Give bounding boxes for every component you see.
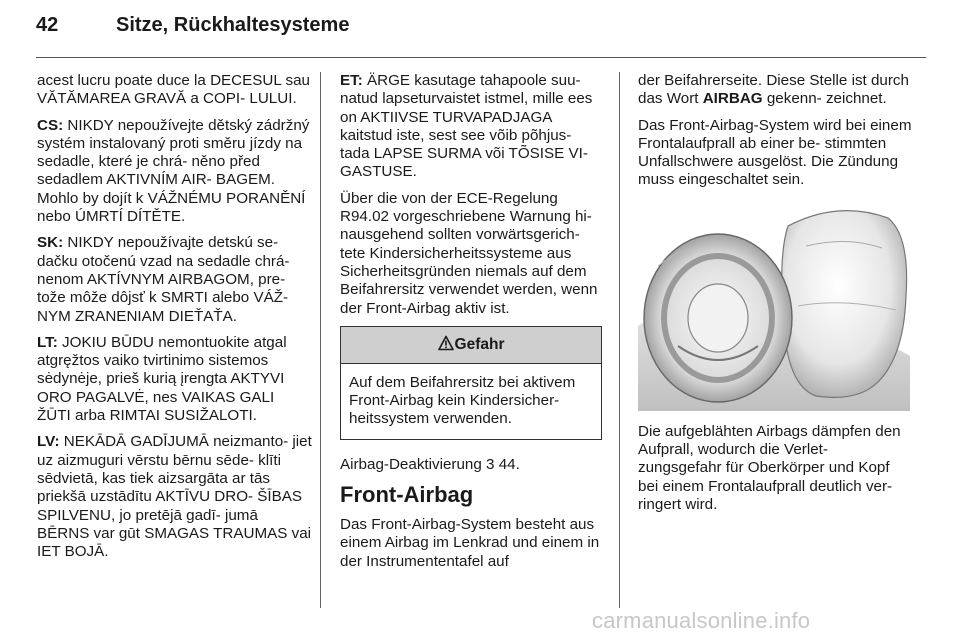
column-3 — [638, 72, 913, 522]
warning-triangle-icon — [438, 335, 454, 351]
paragraph-intro: acest lucru poate duce la DECESUL sau VĂTĂMAREA GRAVĂ a COPI- LULUI. — [37, 72, 310, 108]
deactivation-reference: Airbag-Deaktivierung 3 44. — [340, 455, 520, 473]
paragraph-cs: CS: NIKDY nepoužívejte dětský zádržný systém instalovaný proti směru jízdy na sedadle, které je chrá- něno před sedadlem AKTIVNÍM AIR- BAGEM. Mohlo by dojít k VÁŽNÉMU PORANĚNÍ nebo ÚMRTÍ DÍTĚTE. — [37, 116, 310, 226]
warning-title: Gefahr — [454, 335, 505, 353]
airbag-illustration — [638, 206, 910, 411]
paragraph-impact: Die aufgeblähten Airbags dämpfen den Aufprall, wodurch die Verlet- zungsgefahr für Oberkörper und Kopf bei einem Frontalaufprall deutlich ver- ringert wird. — [638, 422, 901, 513]
page-reference-link[interactable]: 3 44. — [486, 455, 520, 473]
page-number: 42 — [36, 14, 59, 36]
airbag-figure — [638, 206, 910, 411]
section-heading-front-airbag: Front-Airbag — [340, 482, 474, 508]
paragraph-sk: SK: NIKDY nepoužívajte detskú se- dačku otočenú vzad na sedadle chrá- nenom AKTÍVNYM AIRBAGOM, pre- tože môže dôjsť k SMRTI alebo VÁŽ- NYM ZRANENIAM DIEŤAŤA. — [37, 234, 290, 325]
column-divider-1 — [320, 72, 321, 608]
paragraph-lv: LV: NEKĀDĀ GADĪJUMĀ neizmanto- jiet uz aizmuguri vērstu bērnu sēde- klīti sēdvietā, kas tiek aizsargāta ar tās priekšā uzstādītu AKTĪVU DRO- ŠĪBAS SPILVENU, jo pretējā gadī- jumā BĒRNS var gūt SMAGAS TRAUMAS vai IET BOJĀ. — [37, 433, 312, 561]
paragraph-lt: LT: JOKIU BŪDU nemontuokite atgal atgręžtos vaiko tvirtinimo sistemos sėdynėje, prieš kurią įrengta AKTYVI ORO PAGALVĖ, nes VAIKAS GALI ŽŪTI arba RIMTAI SUSIŽALOTI. — [37, 333, 287, 425]
passenger-airbag-shape — [782, 210, 907, 397]
warning-header — [341, 327, 601, 364]
language-code-et: ET: — [340, 72, 363, 89]
warning-text: Auf dem Beifahrersitz bei aktivem Front-Airbag kein Kindersicher- heitssystem verwenden. — [349, 373, 576, 428]
language-code-cs: CS: — [37, 116, 64, 134]
paragraph-et: ET: ÄRGE kasutage tahapoole suu- natud lapseturvaistet istmel, mille ees on AKTIIVSE TURVAPADJAGA kaitstud iste, sest see võib põhjus- tada LAPSE SURMA või TÕSISE VI- GASTUSE. — [340, 72, 593, 181]
watermark: carmanualsonline.info — [592, 608, 811, 633]
language-code-sk: SK: — [37, 234, 64, 252]
page-header — [36, 14, 349, 37]
column-2 — [340, 72, 604, 579]
warning-box — [340, 326, 602, 440]
paragraph-deployment: Das Front-Airbag-System wird bei einem Frontalaufprall ab einer be- stimmten Unfallschwere ausgelöst. Die Zündung muss eingeschaltet sein. — [638, 116, 912, 189]
paragraph-airbag-location: der Beifahrerseite. Diese Stelle ist durch das Wort AIRBAG gekenn- zeichnet. — [638, 72, 909, 108]
language-code-lv: LV: — [37, 433, 60, 451]
page-title: Sitze, Rückhaltesysteme — [116, 14, 350, 36]
paragraph-ece: Über die von der ECE-Regelung R94.02 vorgeschriebene Warnung hi- nausgehend sollten vorwärtsgerich- tete Kindersicherheitssysteme aus Sicherheitsgründen niemals auf dem Beifahrersitz verwendet werden, wenn der Front-Airbag aktiv ist. — [340, 189, 598, 317]
header-rule — [36, 57, 926, 58]
column-divider-2 — [619, 72, 620, 608]
paragraph-front-airbag: Das Front-Airbag-System besteht aus einem Airbag im Lenkrad und einem in der Instrumententafel auf — [340, 516, 600, 570]
language-code-lt: LT: — [37, 333, 58, 351]
column-1 — [37, 72, 312, 569]
airbag-word: AIRBAG — [702, 90, 763, 108]
